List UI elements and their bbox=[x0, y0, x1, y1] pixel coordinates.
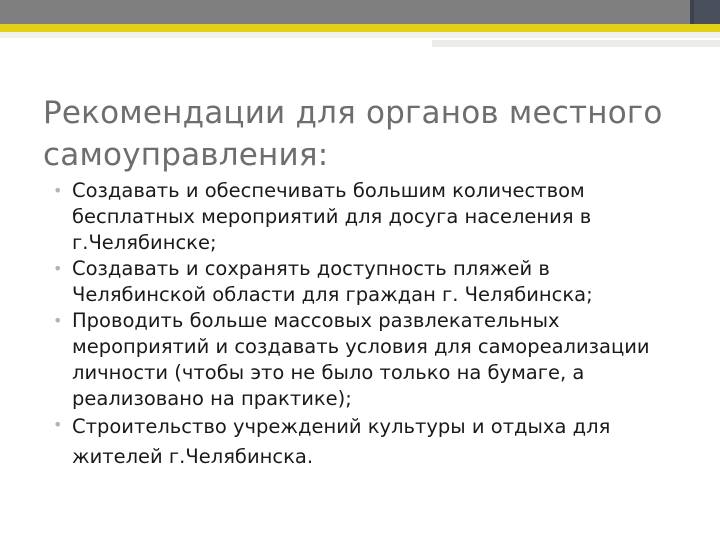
bullet-icon: • bbox=[53, 259, 63, 278]
bullet-icon: • bbox=[53, 311, 63, 330]
list-item bbox=[48, 178, 688, 256]
slide-title-line: самоуправления: bbox=[43, 137, 329, 173]
bullet-icon: • bbox=[53, 415, 63, 434]
bullet-list bbox=[48, 178, 688, 472]
list-item-text: Создавать и обеспечивать большим количеством бесплатных мероприятий для досуга населения в г.Челябинске; bbox=[72, 179, 592, 254]
list-item bbox=[48, 256, 688, 308]
accent-stripe bbox=[0, 24, 720, 32]
list-item bbox=[48, 412, 688, 472]
top-bar bbox=[0, 0, 690, 24]
faint-stripe bbox=[0, 32, 720, 38]
top-bar-divider bbox=[690, 0, 694, 24]
list-item bbox=[48, 308, 688, 412]
bullet-icon: • bbox=[53, 181, 63, 200]
faint-stripe-short bbox=[432, 40, 720, 47]
top-bar-dark-block bbox=[690, 0, 720, 24]
list-item-text: Проводить больше массовых развлекательных мероприятий и создавать условия для самореализации личности (чтобы это не было только на бумаге, а реализовано на практике); bbox=[72, 309, 650, 410]
slide-title bbox=[43, 92, 683, 176]
list-item-text: Строительство учреждений культуры и отдыха для жителей г.Челябинска. bbox=[72, 415, 611, 468]
slide-title-line: Рекомендации для органов местного bbox=[43, 95, 663, 131]
list-item-text: Создавать и сохранять доступность пляжей в Челябинской области для граждан г. Челябинска; bbox=[72, 257, 593, 306]
